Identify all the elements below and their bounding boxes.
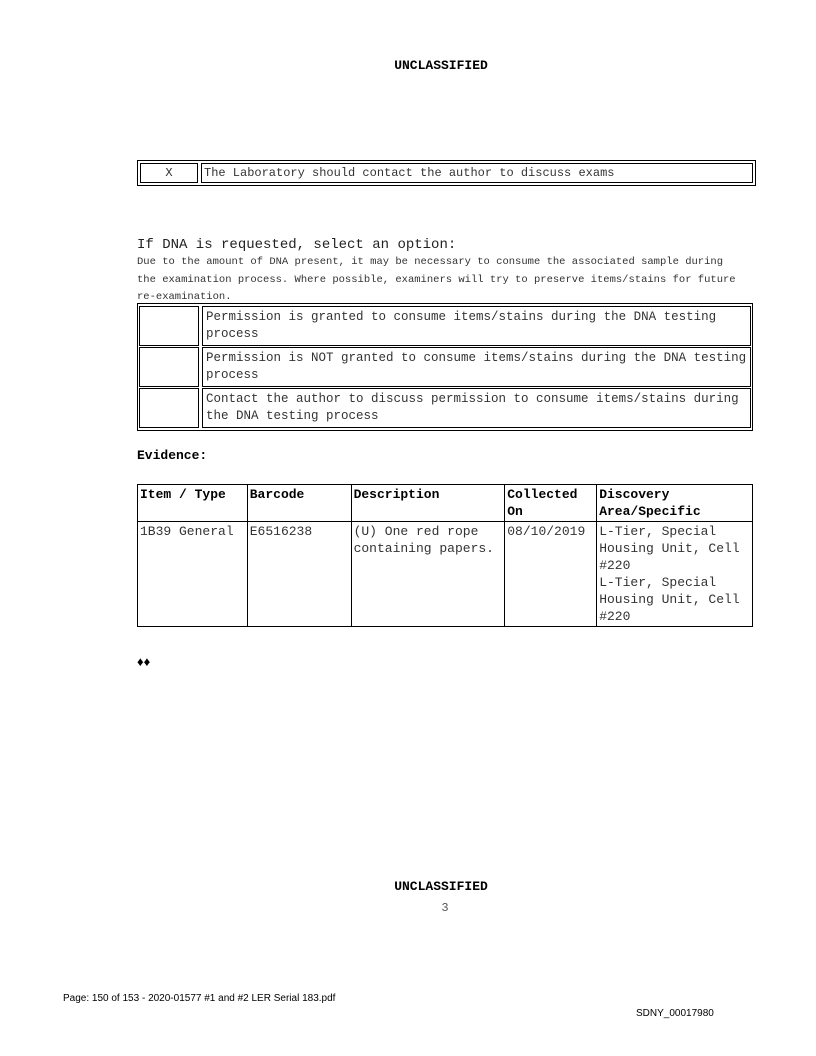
collected-on-cell: 08/10/2019: [505, 522, 597, 627]
evidence-label: Evidence:: [137, 448, 208, 463]
column-header-item-type: Item / Type: [138, 485, 248, 522]
dna-option-checkbox[interactable]: [139, 388, 199, 428]
column-header-description: Description: [351, 485, 505, 522]
exam-contact-box: [137, 160, 756, 186]
discovery-area-cell: L-Tier, Special Housing Unit, Cell #220 L-Tier, Special Housing Unit, Cell #220: [597, 522, 753, 627]
dna-option-row: [139, 306, 751, 346]
dna-option-checkbox[interactable]: [139, 306, 199, 346]
page-number: 3: [441, 901, 449, 915]
dna-title: If DNA is requested, select an option:: [137, 237, 457, 253]
exam-contact-checkbox[interactable]: X: [140, 163, 198, 183]
table-row: [138, 522, 753, 627]
dna-note: Due to the amount of DNA present, it may be necessary to consume the associated sample during the examination process. Where possible, examiners will try to preserve items/stains for future re-examination.: [137, 256, 736, 303]
evidence-table: [137, 484, 753, 627]
dna-option-label: Permission is NOT granted to consume items/stains during the DNA testing process: [202, 347, 751, 387]
dna-option-row: [139, 388, 751, 428]
barcode-cell: E6516238: [247, 522, 351, 627]
column-header-barcode: Barcode: [247, 485, 351, 522]
evidence-header-row: [138, 485, 753, 522]
column-header-discovery-area: Discovery Area/Specific: [597, 485, 753, 522]
item-type-cell: 1B39 General: [138, 522, 248, 627]
column-header-collected-on: Collected On: [505, 485, 597, 522]
dna-option-label: Permission is granted to consume items/stains during the DNA testing process: [202, 306, 751, 346]
description-cell: (U) One red rope containing papers.: [351, 522, 505, 627]
header-classification: UNCLASSIFIED: [394, 58, 488, 73]
source-file-footer: Page: 150 of 153 - 2020-01577 #1 and #2 LER Serial 183.pdf: [63, 993, 336, 1004]
exam-contact-text: The Laboratory should contact the author to discuss exams: [201, 163, 753, 183]
end-diamonds: ♦♦: [137, 654, 151, 669]
dna-options-table: [137, 303, 753, 431]
dna-option-row: [139, 347, 751, 387]
footer-classification: UNCLASSIFIED: [394, 879, 488, 894]
bates-number: SDNY_00017980: [636, 1008, 714, 1019]
dna-option-label: Contact the author to discuss permission to consume items/stains during the DNA testing process: [202, 388, 751, 428]
dna-option-checkbox[interactable]: [139, 347, 199, 387]
